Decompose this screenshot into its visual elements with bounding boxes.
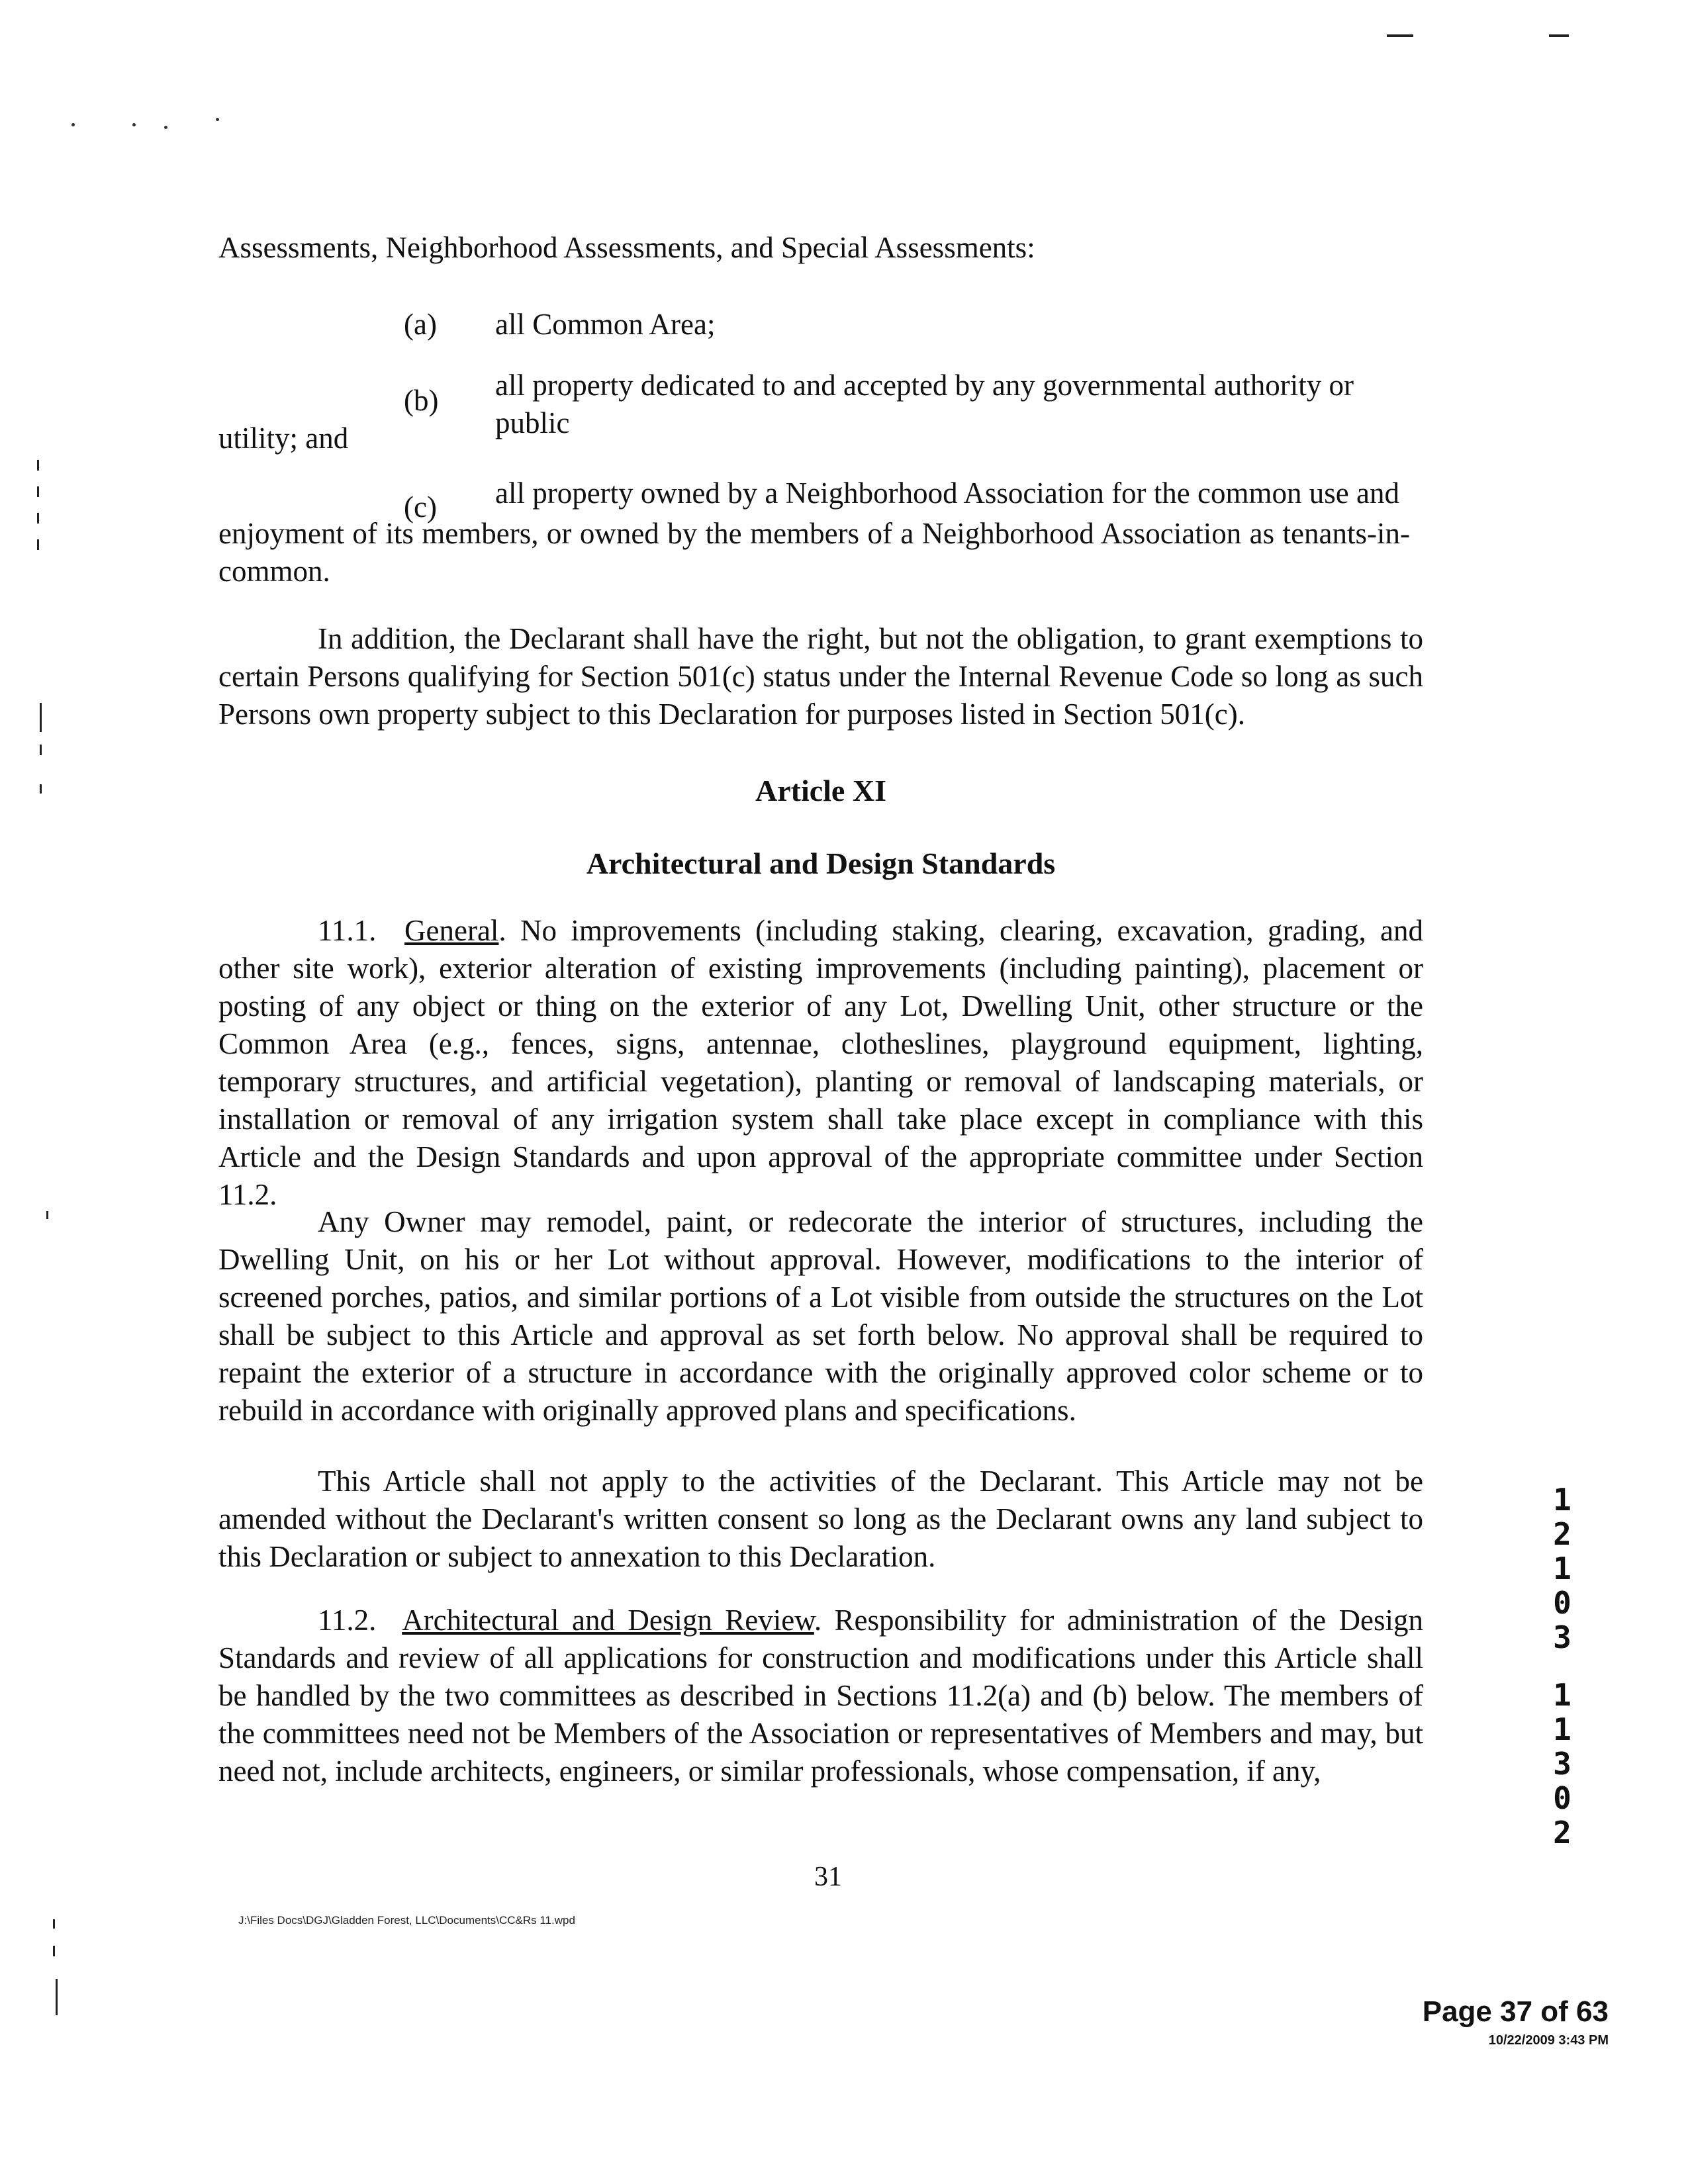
scan-dot	[132, 123, 136, 126]
item-c-text: all property owned by a Neighborhood Association for the common use and	[495, 477, 1399, 510]
page-number: 31	[814, 1862, 842, 1892]
side-stamp-upper	[1542, 1482, 1582, 1655]
article-number: Article XI	[755, 774, 886, 807]
scan-dot	[216, 118, 219, 121]
item-a-label: (a)	[404, 308, 437, 341]
scan-mark-top-2	[1549, 34, 1569, 37]
side-digit: 0	[1553, 1780, 1571, 1816]
side-digit: 3	[1553, 1746, 1571, 1782]
side-digit: 1	[1553, 1482, 1571, 1518]
recorder-page-count: Page 37 of 63	[1422, 1995, 1609, 2028]
section-11-2	[218, 1602, 1423, 1790]
article-title: Architectural and Design Standards	[586, 846, 1056, 880]
item-c-cont: enjoyment of its members, or owned by the members of a Neighborhood Association as tenants-in-common.	[218, 517, 1410, 588]
recorder-timestamp: 10/22/2009 3:43 PM	[1488, 2033, 1609, 2048]
item-c-label: (c)	[404, 490, 437, 523]
margin-mark	[53, 1946, 55, 1956]
margin-mark	[40, 703, 42, 732]
section-11-1-body: . No improvements (including staking, clearing, excavation, grading, and other site work), exterior alteration of existing improvements (including painting), placement or posting of any object or thing on the exterior of any Lot, Dwelling Unit, other structure or the Common Area (e.g., fences, signs, antennae, clotheslines, playground equipment, lighting, temporary structures, and artificial vegetation), planting or removal of landscaping materials, or installation or removal of any irrigation system shall take place except in compliance with this Article and the Design Standards and upon approval of the appropriate committee under Section 11.2.	[218, 914, 1423, 1211]
margin-mark	[37, 539, 39, 550]
item-b-text: all property dedicated to and accepted by any governmental authority or public	[495, 369, 1354, 439]
side-digit: 2	[1553, 1815, 1571, 1850]
margin-mark	[53, 1919, 55, 1929]
paragraph-declarant: This Article shall not apply to the activities of the Declarant. This Article may not be amended without the Declarant's written consent so long as the Declarant owns any land subject to this Declaration or subject to annexation to this Declaration.	[218, 1465, 1423, 1573]
margin-mark	[37, 513, 39, 523]
file-path-footer: J:\Files Docs\DGJ\Gladden Forest, LLC\Documents\CC&Rs 11.wpd	[238, 1914, 575, 1927]
paragraph-addition: In addition, the Declarant shall have the right, but not the obligation, to grant exemptions to certain Persons qualifying for Section 501(c) status under the Internal Revenue Code so long as such Persons own property subject to this Declaration for purposes listed in Section 501(c).	[218, 622, 1423, 731]
side-digit: 2	[1553, 1516, 1571, 1552]
section-11-1	[218, 912, 1423, 1214]
item-b-label: (b)	[404, 384, 439, 417]
side-digit: 3	[1553, 1619, 1571, 1655]
section-11-2-number: 11.2.	[318, 1604, 377, 1637]
scan-dot	[164, 126, 167, 129]
side-digit: 1	[1553, 1551, 1571, 1586]
side-digit: 1	[1553, 1711, 1571, 1747]
side-digit: 1	[1553, 1677, 1571, 1713]
margin-mark	[37, 460, 39, 471]
side-digit: 0	[1553, 1585, 1571, 1621]
section-11-1-heading: General	[404, 914, 499, 947]
margin-mark	[56, 1979, 58, 2015]
item-a-text: all Common Area;	[495, 308, 716, 341]
margin-mark	[46, 1211, 48, 1219]
section-11-2-heading: Architectural and Design Review	[402, 1604, 814, 1637]
margin-mark	[40, 745, 42, 755]
item-b-cont: utility; and	[218, 422, 349, 455]
section-11-2-body: . Responsibility for administration of the Design Standards and review of all applications for construction and modifications under this Article shall be handled by the two committees as described in Sections 11.2(a) and (b) below. The members of the committees need not be Members of the Association or representatives of Members and may, but need not, include architects, engineers, or similar professionals, whose compensation, if any,	[218, 1604, 1424, 1788]
margin-mark	[37, 486, 39, 497]
section-11-1-number: 11.1.	[318, 914, 377, 947]
paragraph-owner: Any Owner may remodel, paint, or redecorate the interior of structures, including the Dwelling Unit, on his or her Lot without approval. However, modifications to the interior of screened porches, patios, and similar portions of a Lot visible from outside the structures on the Lot shall be subject to this Article and approval as set forth below. No approval shall be required to repaint the exterior of a structure in accordance with the originally approved color scheme or to rebuild in accordance with originally approved plans and specifications.	[218, 1205, 1423, 1427]
scan-dot	[71, 123, 75, 126]
intro-line: Assessments, Neighborhood Assessments, and Special Assessments:	[218, 231, 1035, 264]
side-stamp-lower	[1542, 1678, 1582, 1850]
scan-mark-top-1	[1387, 34, 1413, 37]
margin-mark	[40, 784, 42, 794]
